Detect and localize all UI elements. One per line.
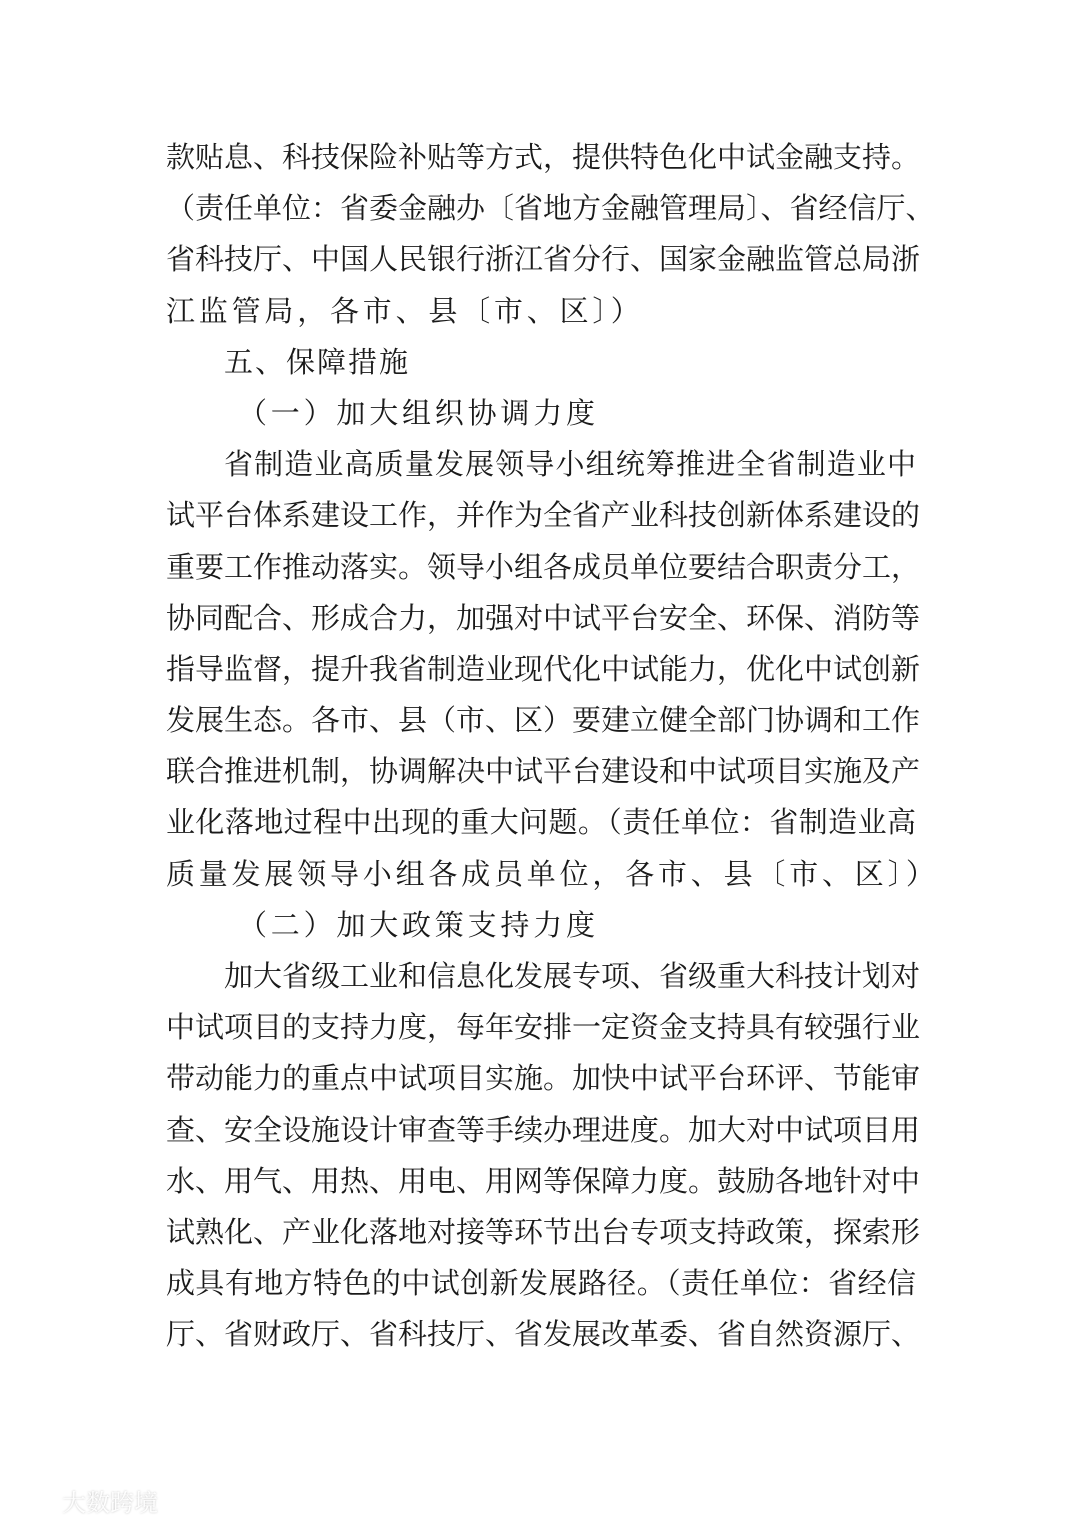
paragraph-line: 协同配合、形成合力，加强对中试平台安全、环保、消防等 (166, 600, 921, 635)
paragraph-line: 中试项目的支持力度，每年安排一定资金支持具有较强行业 (166, 1010, 921, 1045)
subsection-heading: （一）加大组织协调力度 (238, 395, 599, 430)
text-line: 省科技厅、中国人民银行浙江省分行、国家金融监管总局浙 (166, 242, 921, 277)
watermark-text: 大数跨境 (62, 1488, 158, 1517)
chat-bubble-logo-icon (8, 1485, 54, 1515)
paragraph-line: 质量发展领导小组各成员单位，各市、县〔市、区〕） (166, 856, 939, 891)
paragraph-line: 联合推进机制，协调解决中试平台建设和中试项目实施及产 (166, 754, 921, 789)
paragraph-line: 查、安全设施设计审查等手续办理进度。加大对中试项目用 (166, 1112, 921, 1147)
paragraph-line: 业化落地过程中出现的重大问题。（责任单位：省制造业高 (166, 805, 916, 840)
paragraph-line: 加大省级工业和信息化发展专项、省级重大科技计划对 (224, 959, 921, 993)
watermark (8, 1480, 158, 1520)
subsection-heading: （二）加大政策支持力度 (238, 907, 599, 942)
paragraph-line: 成具有地方特色的中试创新发展路径。（责任单位：省经信 (166, 1266, 916, 1301)
document-body (166, 132, 939, 1361)
paragraph-line: 省制造业高质量发展领导小组统筹推进全省制造业中 (224, 447, 916, 482)
paragraph-line: 试熟化、产业化落地对接等环节出台专项支持政策，探索形 (166, 1214, 921, 1249)
paragraph-line: 试平台体系建设工作，并作为全省产业科技创新体系建设的 (166, 498, 921, 533)
text-line: 江监管局，各市、县〔市、区〕） (166, 293, 644, 328)
section-heading: 五、保障措施 (224, 344, 411, 379)
paragraph-line: 带动能力的重点中试项目实施。加快中试平台环评、节能审 (166, 1061, 921, 1096)
text-line: （责任单位：省委金融办〔省地方金融管理局〕、省经信厅、 (166, 191, 935, 226)
paragraph-line: 重要工作推动落实。领导小组各成员单位要结合职责分工， (166, 549, 921, 584)
paragraph-line: 水、用气、用热、用电、用网等保障力度。鼓励各地针对中 (166, 1163, 921, 1198)
paragraph-line: 厅、省财政厅、省科技厅、省发展改革委、省自然资源厅、 (166, 1317, 921, 1352)
paragraph-line: 发展生态。各市、县（市、区）要建立健全部门协调和工作 (166, 703, 921, 738)
text-line: 款贴息、科技保险补贴等方式，提供特色化中试金融支持。 (166, 140, 921, 174)
paragraph-line: 指导监督，提升我省制造业现代化中试能力，优化中试创新 (166, 651, 921, 686)
